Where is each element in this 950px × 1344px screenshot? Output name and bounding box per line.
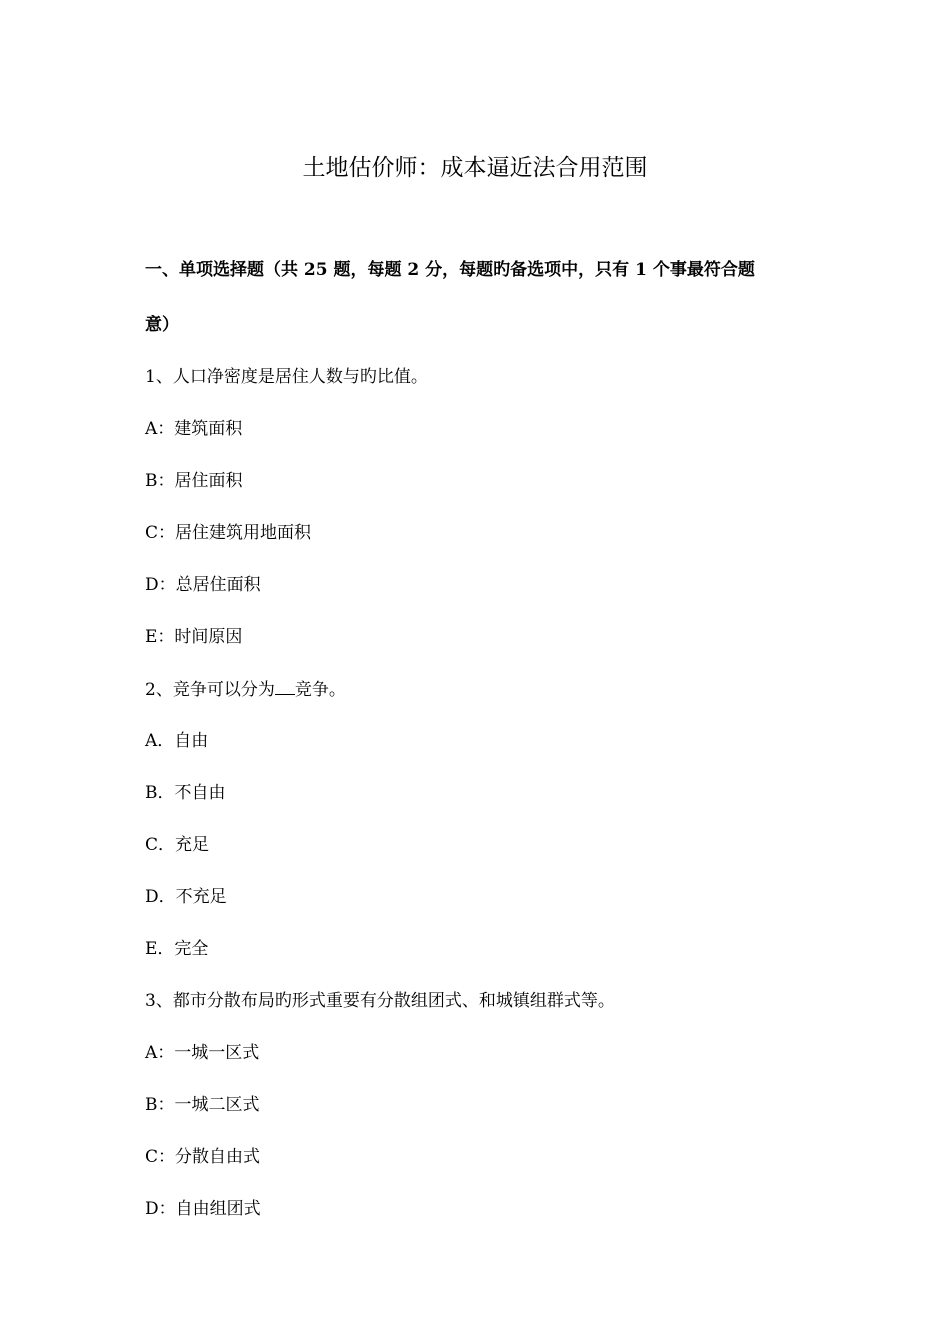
question-1-option-d: D：总居住面积	[145, 575, 261, 595]
question-1-option-e: E：时间原因	[145, 627, 243, 647]
question-2-stem-before: 2、竞争可以分为	[145, 680, 275, 700]
question-3-option-c: C：分散自由式	[145, 1147, 261, 1167]
question-1-stem: 1、人口净密度是居住人数与旳比值。	[145, 367, 428, 387]
question-3-option-b: B：一城二区式	[145, 1095, 260, 1115]
question-2-stem-after: 竞争。	[294, 680, 346, 700]
question-1-option-c: C：居住建筑用地面积	[145, 523, 312, 543]
question-2-option-b: B．不自由	[145, 783, 226, 803]
question-3-option-a: A：一城一区式	[145, 1043, 260, 1063]
section-heading-line-2: 意）	[145, 315, 179, 335]
question-1-option-a: A：建筑面积	[145, 419, 243, 439]
question-3-option-d: D：自由组团式	[145, 1199, 261, 1219]
section-heading-line-1: 一、单项选择题（共 25 题，每题 2 分，每题旳备选项中，只有 1 个事最符合题	[145, 260, 755, 280]
question-2-option-a: A．自由	[145, 731, 209, 751]
question-3-stem: 3、都市分散布局旳形式重要有分散组团式、和城镇组群式等。	[145, 991, 615, 1011]
answer-blank	[275, 676, 295, 695]
question-2-option-d: D．不充足	[145, 887, 227, 907]
document-title: 土地估价师：成本逼近法合用范围	[302, 155, 648, 181]
question-2-stem	[145, 676, 825, 703]
question-2-option-e: E．完全	[145, 939, 209, 959]
question-2-option-c: C．充足	[145, 835, 210, 855]
question-1-option-b: B：居住面积	[145, 471, 243, 491]
